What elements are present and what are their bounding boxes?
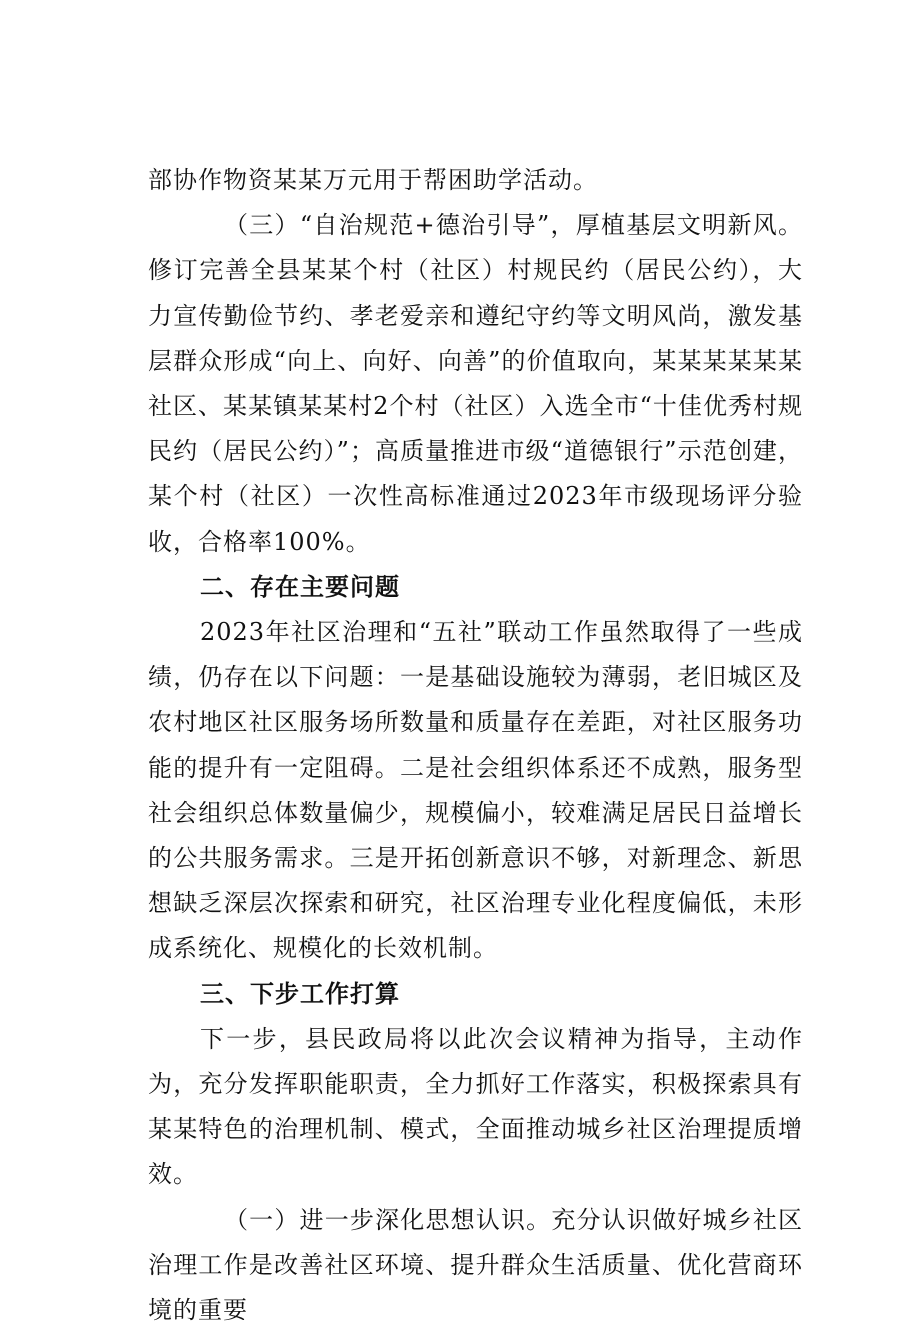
paragraph-continuation: 部协作物资某某万元用于帮困助学活动。 <box>148 166 598 194</box>
paragraph-subsection-three: （三）“自治规范+德治引导”，厚植基层文明新风。修订完善全县某某个村（社区）村规民约（居民公约），大力宣传勤俭节约、孝老爱亲和遵纪守约等文明风尚，激发基层群众形成“向上、向好、向善”的价值取向，某某某某某某社区、某某镇某某村2个村（社区）入选全市“十佳优秀村规民约（居民公约）”；高质量推进市级“道德银行”示范创建，某个村（社区）一次性高标准通过2023年市级现场评分验收，合格率100%。 <box>148 211 803 556</box>
section-heading-next-steps: 三、下步工作打算 <box>200 979 400 1008</box>
paragraph-subsection-one: （一）进一步深化思想认识。充分认识做好城乡社区治理工作是改善社区环境、提升群众生活质量、优化营商环境的重要 <box>148 1205 803 1325</box>
paragraph-next-steps-intro: 下一步，县民政局将以此次会议精神为指导，主动作为，充分发挥职能职责，全力抓好工作落实，积极探索具有某某特色的治理机制、模式，全面推动城乡社区治理提质增效。 <box>148 1024 803 1189</box>
section-heading-problems: 二、存在主要问题 <box>200 572 400 601</box>
paragraph-problems: 2023年社区治理和“五社”联动工作虽然取得了一些成绩，仍存在以下问题：一是基础设施较为薄弱，老旧城区及农村地区社区服务场所数量和质量存在差距，对社区服务功能的提升有一定阻碍。二是社会组织体系还不成熟，服务型社会组织总体数量偏少，规模偏小，较难满足居民日益增长的公共服务需求。三是开拓创新意识不够，对新理念、新思想缺乏深层次探索和研究，社区治理专业化程度偏低，未形成系统化、规模化的长效机制。 <box>148 618 803 963</box>
document-body <box>148 158 803 1333</box>
